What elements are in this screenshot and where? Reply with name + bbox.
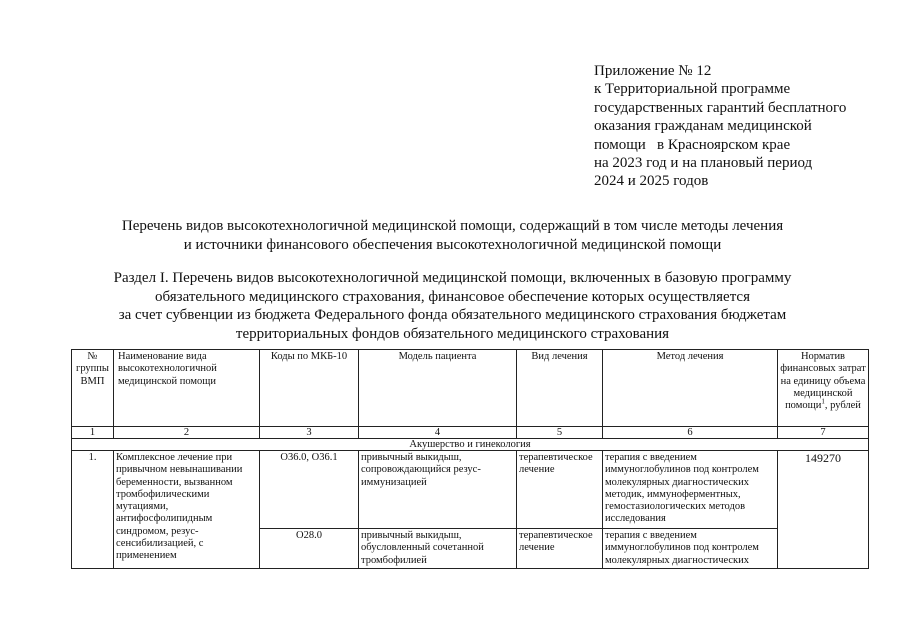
section-title bbox=[0, 269, 905, 343]
column-number: 7 bbox=[778, 427, 869, 439]
cost-norm-cell: 149270 bbox=[778, 451, 869, 569]
appendix-line: помощи в Красноярском крае bbox=[594, 136, 791, 153]
column-number: 1 bbox=[72, 427, 114, 439]
appendix-line: 2024 и 2025 годов bbox=[594, 173, 709, 190]
header-treatment-type: Вид лечения bbox=[517, 350, 603, 427]
header-vmp-name: Наименование вида высокотехнологичной медицинской помощи bbox=[114, 350, 260, 427]
section-title-line: территориальных фондов обязательного медицинского страхования bbox=[235, 325, 670, 342]
icd-codes-cell: O36.0, O36.1 bbox=[260, 451, 359, 529]
header-cost-norm-unit: , рублей bbox=[824, 400, 861, 412]
header-cost-norm-text: Норматив финансовых затрат на единицу объема медицинской помощи bbox=[780, 351, 866, 412]
header-cost-norm bbox=[778, 350, 869, 427]
document-title bbox=[0, 217, 905, 255]
patient-model-cell: привычный выкидыш, обусловленный сочетанной тромбофилией bbox=[359, 529, 517, 569]
section-title-line: за счет субвенции из бюджета Федерального фонда обязательного медицинского страхования бюджетам bbox=[118, 307, 787, 323]
header-treatment-method: Метод лечения bbox=[603, 350, 778, 427]
group-number: 1. bbox=[72, 451, 114, 569]
section-label: Акушерство и гинекология bbox=[72, 439, 869, 451]
vmp-table bbox=[71, 349, 869, 569]
appendix-block bbox=[594, 62, 894, 191]
footnote-marker: 1 bbox=[821, 397, 825, 406]
appendix-line: Приложение № 12 bbox=[594, 63, 712, 79]
appendix-line: государственных гарантий бесплатного bbox=[594, 99, 847, 116]
column-number-row bbox=[72, 427, 869, 439]
column-number: 6 bbox=[603, 427, 778, 439]
appendix-line: на 2023 год и на плановый период bbox=[594, 155, 813, 172]
header-patient-model: Модель пациента bbox=[359, 350, 517, 427]
patient-model-cell: привычный выкидыш, сопровождающийся резус-иммунизацией bbox=[359, 451, 517, 529]
icd-codes-cell: O28.0 bbox=[260, 529, 359, 569]
document-title-line: Перечень видов высокотехнологичной медицинской помощи, содержащий в том числе методы лечения bbox=[121, 218, 784, 234]
appendix-line: оказания гражданам медицинской bbox=[594, 118, 812, 135]
section-title-line: обязательного медицинского страхования, финансовое обеспечение которых осуществляется bbox=[155, 288, 750, 305]
table-header-row bbox=[72, 350, 869, 427]
column-number: 3 bbox=[260, 427, 359, 439]
column-number: 4 bbox=[359, 427, 517, 439]
treatment-type-cell: терапевтическое лечение bbox=[517, 529, 603, 569]
column-number: 5 bbox=[517, 427, 603, 439]
treatment-method-cell: терапия с введением иммуноглобулинов под контролем молекулярных диагностических методик, иммуноферментных, гемостазиологических методов исследования bbox=[603, 451, 778, 529]
header-group-number: № группы ВМП bbox=[72, 350, 114, 427]
header-icd-codes: Коды по МКБ-10 bbox=[260, 350, 359, 427]
vmp-name-cell: Комплексное лечение при привычном невынашивании беременности, вызванном тромбофилическими мутациями, антифосфолипидным синдромом, резус-сенсибилизацией, с применением bbox=[114, 451, 260, 569]
document-title-line: и источники финансового обеспечения высокотехнологичной медицинской помощи bbox=[183, 237, 722, 253]
column-number: 2 bbox=[114, 427, 260, 439]
table-row bbox=[72, 451, 869, 529]
section-row bbox=[72, 439, 869, 451]
treatment-type-cell: терапевтическое лечение bbox=[517, 451, 603, 529]
treatment-method-cell: терапия с введением иммуноглобулинов под контролем молекулярных диагностических bbox=[603, 529, 778, 569]
section-title-line: Раздел I. Перечень видов высокотехнологичной медицинской помощи, включенных в базовую программу bbox=[113, 270, 792, 286]
appendix-line: к Территориальной программе bbox=[594, 81, 791, 98]
